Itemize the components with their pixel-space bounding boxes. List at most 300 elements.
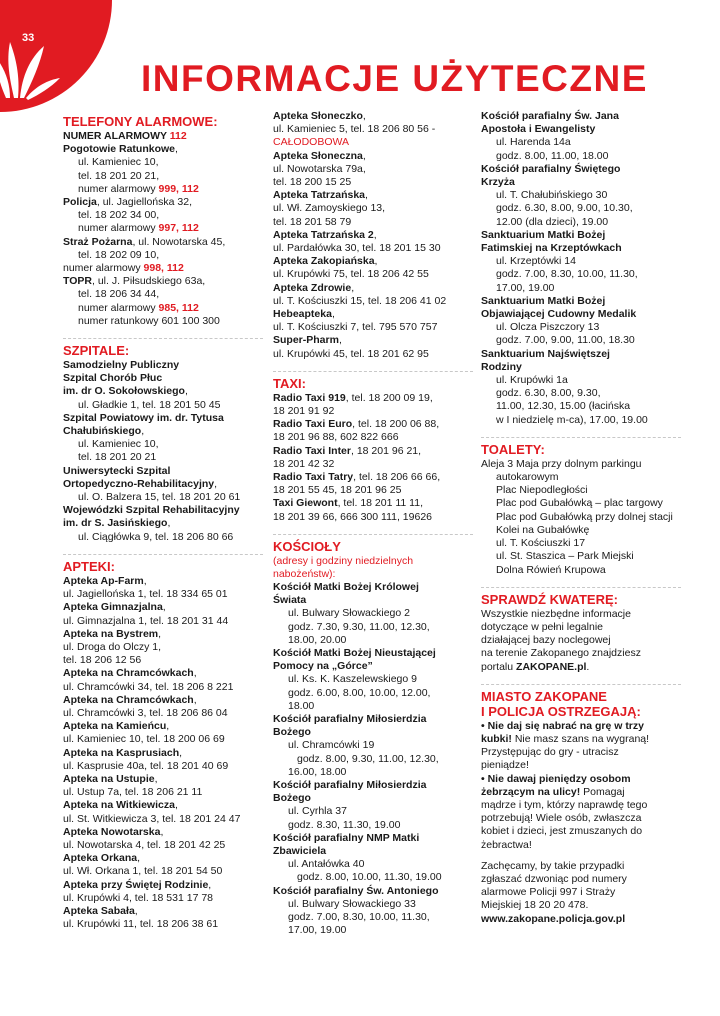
text-line [63, 438, 263, 451]
text-line [63, 359, 263, 372]
text-line [273, 202, 473, 215]
text-run: Taxi Giewont [273, 497, 338, 510]
text-run: Kościół parafialny Św. Antoniego [273, 884, 439, 897]
text-line [481, 812, 681, 825]
text-run: , tel. 18 200 06 88, [352, 418, 440, 431]
text-run: godz. 6.30, 8.00, 9.00, 10.30, [496, 202, 633, 215]
text-line [63, 275, 263, 288]
text-line [481, 268, 681, 281]
text-run: godz. 7.00, 8.30, 10.00, 11.30, [288, 910, 430, 923]
text-line [273, 819, 473, 832]
text-run: Bożego [273, 726, 311, 739]
section-heading-policja [481, 684, 681, 719]
text-line [63, 918, 263, 931]
text-run: tel. 18 201 20 21 [78, 451, 157, 464]
text-line [273, 321, 473, 334]
text-run: Kościół parafialny Miłosierdzia [273, 712, 427, 725]
text-run: • Nie dawaj pieniędzy osobom [481, 772, 631, 785]
text-run: ul. Pardałówka 30, tel. 18 201 15 30 [273, 242, 441, 255]
text-run: tel. 18 206 34 44, [78, 288, 160, 301]
text-run: ul. Wł. Zamoyskiego 13, [273, 202, 386, 215]
text-line [63, 628, 263, 641]
text-run: ul. Chramcówki 19 [288, 739, 375, 752]
policja-list [481, 720, 681, 926]
text-run: ul. St. Witkiewicza 3, tel. 18 201 24 47 [63, 812, 241, 825]
text-line [481, 387, 681, 400]
text-run: Szpital Powiatowy im. dr. Tytusa [63, 411, 224, 424]
text-run: Krzyża [481, 176, 515, 189]
text-line [273, 805, 473, 818]
text-run: kubki! [481, 732, 512, 745]
text-line [273, 334, 473, 347]
text-line [63, 667, 263, 680]
text-line [63, 799, 263, 812]
text-line [63, 222, 263, 235]
text-line [481, 308, 681, 321]
text-run: ul. Gimnazjalna 1, tel. 18 201 31 44 [63, 614, 229, 627]
text-run: żebrzącym na ulicy! [481, 785, 581, 798]
text-line [63, 385, 263, 398]
page-title: INFORMACJE UŻYTECZNE [141, 58, 648, 99]
text-line [63, 183, 263, 196]
text-run: ul. Krupówki 4, tel. 18 531 17 78 [63, 891, 214, 904]
text-line [273, 255, 473, 268]
text-run: ul. Antałówka 40 [288, 858, 365, 871]
text-line [273, 832, 473, 845]
text-run: ul. T. Kościuszki 17 [496, 537, 586, 550]
text-run: 18 201 42 32 [273, 457, 335, 470]
text-run: Radio Taxi 919 [273, 391, 346, 404]
text-line [481, 720, 681, 733]
wheat-leaf-logo-icon [0, 0, 112, 112]
text-line [273, 497, 473, 510]
text-line [63, 517, 263, 530]
text-run: ul. T. Chałubińskiego 30 [496, 189, 608, 202]
text-run: 12.00 (dla dzieci), 19.00 [496, 215, 609, 228]
text-run: ul. Kamieniec 10, tel. 18 200 06 69 [63, 733, 225, 746]
text-run: , [158, 627, 162, 640]
text-run: ul. Krzeptówki 14 [496, 255, 576, 268]
text-line [273, 581, 473, 594]
text-run: tel. 18 201 58 79 [273, 215, 352, 228]
text-run: Kościół parafialny Św. Jana [481, 110, 619, 122]
section-toalety [481, 437, 681, 577]
text-run: ul. Wł. Orkana 1, tel. 18 201 54 50 [63, 865, 223, 878]
text-run: , [214, 477, 218, 490]
text-run: Apteka Nowotarska [63, 825, 161, 838]
text-line [63, 249, 263, 262]
section-heading-telefony: TELEFONY ALARMOWE: [63, 114, 218, 129]
text-run: dotyczące w pełni legalnie [481, 620, 603, 633]
text-run: 18 201 96 88, 602 822 666 [273, 431, 399, 444]
text-run: godz. 7.30, 9.30, 11.00, 12.30, [288, 620, 430, 633]
text-run: Super-Pharm [273, 334, 339, 347]
text-run: ul. T. Kościuszki 15, tel. 18 206 41 02 [273, 294, 447, 307]
text-line [273, 792, 473, 805]
text-line [273, 594, 473, 607]
policja-heading-line-1: MIASTO ZAKOPANE [481, 688, 607, 704]
text-line [273, 484, 473, 497]
text-run: godz. 8.00, 9.30, 11.00, 12.30, [297, 752, 439, 765]
text-line [273, 123, 473, 136]
text-run: na terenie Zakopanego znajdziesz [481, 647, 641, 660]
text-line [63, 588, 263, 601]
text-run: numer ratunkowy 601 100 300 [78, 314, 220, 327]
text-line [273, 911, 473, 924]
text-run: w I niedzielę m-ca), 17.00, 19.00 [496, 413, 648, 426]
text-line [481, 799, 681, 812]
text-run: numer alarmowy [78, 301, 159, 314]
text-run: TOPR [63, 275, 92, 288]
text-line [273, 845, 473, 858]
text-run: tel. 18 200 15 25 [273, 176, 352, 189]
text-run: tel. 18 202 34 00, [78, 209, 160, 222]
text-run: , [167, 517, 171, 530]
text-line [481, 564, 681, 577]
text-line [481, 873, 681, 886]
text-run: numer alarmowy [78, 222, 159, 235]
text-line [481, 484, 681, 497]
text-run: Plac pod Gubałówką przy dolnej stacji [496, 510, 673, 523]
text-run: autokarowym [496, 471, 559, 484]
text-run: ul. Krupówki 1a [496, 374, 568, 387]
text-run: godz. 7.00, 8.30, 10.00, 11.30, [496, 268, 638, 281]
text-run: , [174, 799, 178, 812]
text-run: Apteka Gimnazjalna [63, 601, 163, 614]
text-line [481, 647, 681, 660]
text-run: ul. Droga do Olczy 1, [63, 640, 162, 653]
text-line [63, 209, 263, 222]
text-run: , [143, 574, 147, 587]
text-line [481, 150, 681, 163]
text-run: , [137, 852, 141, 865]
text-line [481, 825, 681, 838]
text-line [273, 607, 473, 620]
text-run: , ul. Nowotarska 45, [132, 235, 226, 248]
text-line [63, 425, 263, 438]
text-run: www.zakopane.policja.gov.pl [481, 912, 626, 925]
column-3 [481, 110, 681, 936]
column-2 [273, 110, 473, 947]
text-line [273, 110, 473, 123]
text-run: Pogotowie Ratunkowe [63, 143, 176, 156]
text-run: , [338, 334, 342, 347]
section-apteki-cd [273, 110, 473, 361]
text-line [481, 334, 681, 347]
text-line [481, 886, 681, 899]
text-run: tel. 18 202 09 10, [78, 248, 160, 261]
text-run: , [373, 228, 377, 241]
text-run: ul. Jagiellońska 1, tel. 18 334 65 01 [63, 588, 228, 601]
text-run: Plac Niepodległości [496, 484, 588, 497]
text-run: ul. Harenda 14a [496, 136, 571, 149]
text-line [481, 899, 681, 912]
text-line [63, 372, 263, 385]
text-run: , [331, 308, 335, 321]
text-line [481, 786, 681, 799]
text-run: ul. O. Balzera 15, tel. 18 201 20 61 [78, 491, 241, 504]
text-line [273, 308, 473, 321]
text-run: Ortopedyczno-Rehabilitacyjny [63, 477, 215, 490]
text-run: im. dr S. Jasińskiego [63, 517, 168, 530]
text-run: Apteka na Witkiewicza [63, 799, 175, 812]
text-line [273, 898, 473, 911]
text-run: Kościół Matki Bożej Nieustającej [273, 646, 436, 659]
text-line [273, 445, 473, 458]
text-line [63, 315, 263, 328]
text-run: Radio Taxi Euro [273, 418, 353, 431]
text-line [273, 176, 473, 189]
text-line [63, 302, 263, 315]
text-run: ZAKOPANE.pl [516, 660, 587, 673]
text-line [63, 196, 263, 209]
text-line [63, 615, 263, 628]
text-line [273, 885, 473, 898]
text-run: Apteka Słoneczna [273, 149, 363, 162]
text-line [273, 713, 473, 726]
text-run: Plac pod Gubałówką – plac targowy [496, 497, 663, 510]
text-run: potrzebują! Wiele osób, zwłaszcza [481, 812, 642, 825]
kwatera-list [481, 608, 681, 674]
text-line [63, 773, 263, 786]
text-run: , [141, 425, 145, 438]
section-policja [481, 684, 681, 926]
text-run: Pomagaj [580, 785, 625, 798]
text-run: godz. 6.00, 8.00, 10.00, 12.00, [288, 686, 431, 699]
text-line [63, 720, 263, 733]
text-run: Sanktuarium Matki Bożej [481, 294, 606, 307]
szpitale-list [63, 359, 263, 544]
text-line [63, 641, 263, 654]
text-run: ul. Chramcówki 3, tel. 18 206 86 04 [63, 706, 228, 719]
text-line [273, 858, 473, 871]
text-run: ul. Nowotarska 79a, [273, 162, 366, 175]
koscioly-subheading-2: nabożeństw): [273, 567, 336, 580]
text-run: ul. Bulwary Słowackiego 2 [288, 607, 410, 620]
text-line [273, 242, 473, 255]
text-run: ul. Nowotarska 4, tel. 18 201 42 25 [63, 838, 226, 851]
text-run: Sanktuarium Matki Bożej [481, 228, 606, 241]
text-line [63, 170, 263, 183]
text-run: Kościół parafialny Miłosierdzia [273, 778, 427, 791]
text-line [63, 852, 263, 865]
text-line [63, 531, 263, 544]
text-run: ul. Kamieniec 10, [78, 156, 159, 169]
text-line [481, 414, 681, 427]
text-run: godz. 7.00, 9.00, 11.00, 18.30 [496, 334, 635, 347]
text-run: 998, 112 [143, 262, 184, 275]
text-line [481, 282, 681, 295]
text-run: tel. 18 206 12 56 [63, 654, 142, 667]
text-line [481, 136, 681, 149]
text-line [273, 871, 473, 884]
text-line [63, 143, 263, 156]
text-run: żebractwa! [481, 838, 532, 851]
text-run: Nie masz szans na wygraną! [511, 732, 650, 745]
text-line [481, 176, 681, 189]
text-run: ul. Ustup 7a, tel. 18 206 21 11 [63, 786, 203, 799]
text-run: 999, 112 [158, 182, 199, 195]
text-run: Apteka na Ustupie [63, 772, 155, 785]
text-run: Apteka Zdrowie [273, 281, 352, 294]
telefony-list [63, 130, 263, 328]
text-line [273, 647, 473, 660]
text-run: 17.00, 19.00 [288, 924, 347, 937]
text-run: Apteka Orkana [63, 852, 138, 865]
text-run: 18 201 39 66, 666 300 111, 19626 [273, 510, 433, 523]
text-line [273, 189, 473, 202]
text-run: , [160, 825, 164, 838]
text-run: Radio Taxi Inter [273, 444, 351, 457]
text-run: ul. St. Staszica – Park Miejski [496, 550, 634, 563]
text-line [481, 163, 681, 176]
text-run: 18 201 91 92 [273, 405, 335, 418]
text-run: ul. Kamieniec 5, tel. 18 206 80 56 - [273, 123, 436, 136]
text-line [63, 288, 263, 301]
text-line [63, 707, 263, 720]
text-line [481, 550, 681, 563]
text-run: Rodziny [481, 360, 522, 373]
text-run: zgłaszać dzwoniąc pod numery [481, 872, 627, 885]
text-line [63, 865, 263, 878]
text-line [273, 458, 473, 471]
text-run: Przystępując do gry - utracisz [481, 746, 619, 759]
text-line [481, 537, 681, 550]
text-run: ul. Krupówki 75, tel. 18 206 42 55 [273, 268, 429, 281]
text-run: , [179, 746, 183, 759]
text-run: Apteka Zakopiańska [273, 255, 375, 268]
apteki-cd-list [273, 110, 473, 361]
text-line [63, 399, 263, 412]
text-line [273, 634, 473, 647]
section-szpitale [63, 338, 263, 544]
text-run: Świata [273, 594, 307, 607]
text-run: , [365, 189, 368, 202]
text-line [273, 229, 473, 242]
text-run: Apteka Tatrzańska [273, 189, 366, 202]
text-run: Straż Pożarna [63, 235, 133, 248]
text-line [273, 405, 473, 418]
text-run: Kościół parafialny NMP Matki [273, 831, 420, 844]
text-run: Apteka na Chramcówkach [63, 693, 194, 706]
text-line [481, 458, 681, 471]
text-run: 112 [169, 130, 187, 142]
text-run: Apteka przy Świętej Rodzinie [63, 878, 209, 891]
text-run: , [193, 693, 197, 706]
text-line [481, 348, 681, 361]
text-run: ul. T. Kościuszki 7, tel. 795 570 757 [273, 321, 438, 334]
text-run: Kościół parafialny Świętego [481, 162, 621, 175]
text-run: CAŁODOBOWA [273, 136, 350, 149]
text-line [273, 621, 473, 634]
text-run: , ul. Jagiellońska 32, [96, 196, 193, 209]
text-run: Fatimskiej na Krzeptówkach [481, 242, 622, 255]
text-run: , [166, 720, 170, 733]
text-line [63, 786, 263, 799]
text-run: Objawiającej Cudowny Medalik [481, 308, 637, 321]
text-run: ul. Ciągłówka 9, tel. 18 206 80 66 [78, 530, 234, 543]
text-line [481, 123, 681, 136]
text-line [481, 242, 681, 255]
text-line [481, 374, 681, 387]
text-line [481, 216, 681, 229]
text-line [273, 268, 473, 281]
text-line [63, 262, 263, 275]
text-run: Apostoła i Ewangelisty [481, 123, 596, 136]
text-run: , tel. 18 206 66 66, [353, 471, 441, 484]
text-line [63, 478, 263, 491]
text-line [273, 673, 473, 686]
toalety-list [481, 458, 681, 577]
text-run: godz. 6.30, 8.00, 9.30, [496, 387, 601, 400]
text-run: Apteka Sabała [63, 904, 135, 917]
text-line [63, 747, 263, 760]
text-run: Hebeapteka [273, 308, 332, 321]
text-line [273, 163, 473, 176]
text-run: mądrze i tym, którzy naprawdę tego [481, 798, 648, 811]
section-heading-kwatera: SPRAWDŹ KWATERĘ: [481, 587, 681, 607]
text-line [63, 654, 263, 667]
text-line [481, 321, 681, 334]
text-run: pieniądze! [481, 759, 529, 772]
text-run: ul. Bulwary Słowackiego 33 [288, 897, 416, 910]
text-line [481, 852, 681, 860]
text-run: Dolna Rówień Krupowa [496, 563, 606, 576]
text-run: Wojewódzki Szpital Rehabilitacyjny [63, 504, 240, 517]
text-run: 17.00, 19.00 [496, 281, 555, 294]
taxi-list [273, 392, 473, 524]
text-run: 18.00, 20.00 [288, 633, 347, 646]
section-apteki [63, 554, 263, 931]
koscioly-subheading-1: (adresy i godziny niedzielnych [273, 554, 414, 567]
text-run: tel. 18 201 20 21, [78, 169, 160, 182]
text-line [273, 431, 473, 444]
text-run: Apteka na Chramcówkach [63, 667, 194, 680]
text-line [63, 694, 263, 707]
section-heading-koscioly: KOŚCIOŁY [273, 534, 473, 554]
text-line [273, 282, 473, 295]
text-run: , tel. 18 201 11 11, [337, 497, 424, 510]
text-line [481, 733, 681, 746]
text-line [273, 726, 473, 739]
text-line [63, 451, 263, 464]
text-run: , [208, 878, 212, 891]
text-run: Miejskiej 18 20 20 478. [481, 899, 589, 912]
text-run: , tel. 18 200 09 19, [345, 391, 433, 404]
text-line [63, 760, 263, 773]
text-run: NUMER ALARMOWY [63, 130, 170, 142]
text-line [481, 295, 681, 308]
text-run: im. dr O. Sokołowskiego [63, 385, 185, 398]
text-line [63, 575, 263, 588]
text-line [481, 621, 681, 634]
text-run: Apteka Ap-Farm [63, 574, 144, 587]
section-telefony [63, 114, 263, 328]
text-run: , [193, 667, 197, 680]
text-run: ul. Ks. K. Kaszelewskiego 9 [288, 673, 417, 686]
text-run: Zachęcamy, by takie przypadki [481, 859, 625, 872]
text-run: 18 201 55 45, 18 201 96 25 [273, 484, 402, 497]
text-run: numer alarmowy [78, 182, 159, 195]
text-line [63, 601, 263, 614]
text-line [273, 418, 473, 431]
text-line [481, 229, 681, 242]
text-line [273, 471, 473, 484]
text-run: Apteka Słoneczko [273, 110, 363, 122]
section-taxi [273, 371, 473, 524]
text-line [481, 661, 681, 674]
text-line [273, 392, 473, 405]
